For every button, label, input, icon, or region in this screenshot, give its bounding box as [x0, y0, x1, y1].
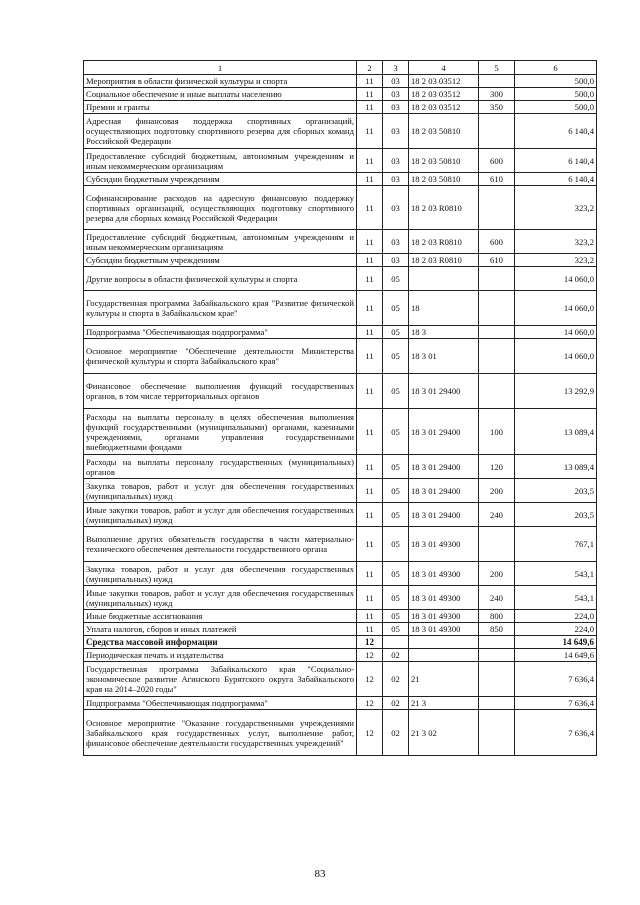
row-name-cell: Софинансирование расходов на адресную финансовую поддержку спортивных организаций, осуществляющих подготовку спортивного резерва для сборных команд Российской Федерации	[84, 186, 357, 230]
subsection-cell: 03	[383, 101, 409, 114]
amount-cell: 323,2	[515, 230, 597, 254]
expense-type-cell	[479, 710, 515, 756]
row-name-cell: Подпрограмма "Обеспечивающая подпрограмма"	[84, 697, 357, 710]
subsection-cell	[383, 636, 409, 649]
table-row	[84, 326, 597, 339]
subsection-cell: 03	[383, 88, 409, 101]
row-name-cell: Закупка товаров, работ и услуг для обеспечения государственных (муниципальных) нужд	[84, 562, 357, 586]
header-cell: 5	[479, 61, 515, 75]
target-code-cell: 18 2 03 50810	[409, 173, 479, 186]
target-code-cell: 18 3 01 49300	[409, 527, 479, 562]
header-cell: 6	[515, 61, 597, 75]
amount-cell: 500,0	[515, 101, 597, 114]
section-cell: 11	[357, 75, 383, 88]
target-code-cell: 18 3 01 49300	[409, 623, 479, 636]
target-code-cell: 21	[409, 662, 479, 697]
expense-type-cell	[479, 326, 515, 339]
section-cell: 12	[357, 697, 383, 710]
amount-cell: 543,1	[515, 562, 597, 586]
amount-cell: 500,0	[515, 88, 597, 101]
subsection-cell: 05	[383, 374, 409, 409]
row-name-cell: Другие вопросы в области физической культуры и спорта	[84, 267, 357, 291]
amount-cell: 13 089,4	[515, 409, 597, 455]
expense-type-cell	[479, 339, 515, 374]
amount-cell: 14 649,6	[515, 636, 597, 649]
amount-cell: 543,1	[515, 586, 597, 610]
header-cell: 1	[84, 61, 357, 75]
subsection-cell: 02	[383, 662, 409, 697]
table-row	[84, 291, 597, 326]
section-cell: 11	[357, 374, 383, 409]
section-cell: 11	[357, 88, 383, 101]
subsection-cell: 05	[383, 527, 409, 562]
section-cell: 11	[357, 455, 383, 479]
subsection-cell: 05	[383, 291, 409, 326]
row-name-cell: Государственная программа Забайкальского края "Развитие физической культуры и спорта в Забайкальском крае"	[84, 291, 357, 326]
row-name-cell: Субсидии бюджетным учреждениям	[84, 173, 357, 186]
subsection-cell: 03	[383, 230, 409, 254]
table-row	[84, 254, 597, 267]
section-cell: 11	[357, 623, 383, 636]
row-name-cell: Субсидии бюджетным учреждениям	[84, 254, 357, 267]
table-row	[84, 173, 597, 186]
target-code-cell: 18	[409, 291, 479, 326]
expense-type-cell: 600	[479, 149, 515, 173]
expense-type-cell	[479, 374, 515, 409]
amount-cell: 6 140,4	[515, 149, 597, 173]
table-row	[84, 610, 597, 623]
target-code-cell: 21 3 02	[409, 710, 479, 756]
amount-cell: 7 636,4	[515, 710, 597, 756]
expense-type-cell: 800	[479, 610, 515, 623]
amount-cell: 14 060,0	[515, 339, 597, 374]
table-row	[84, 623, 597, 636]
subsection-cell: 05	[383, 479, 409, 503]
subsection-cell: 05	[383, 562, 409, 586]
expense-type-cell	[479, 75, 515, 88]
expense-type-cell: 200	[479, 479, 515, 503]
subsection-cell: 05	[383, 267, 409, 291]
header-cell: 2	[357, 61, 383, 75]
amount-cell: 323,2	[515, 254, 597, 267]
page-number: 83	[314, 868, 326, 880]
row-name-cell: Основное мероприятие "Обеспечение деятельности Министерства физической культуры и спорта Забайкальского края"	[84, 339, 357, 374]
table-row	[84, 649, 597, 662]
section-cell: 11	[357, 230, 383, 254]
amount-cell: 500,0	[515, 75, 597, 88]
expense-type-cell	[479, 636, 515, 649]
target-code-cell: 18 3 01 29400	[409, 374, 479, 409]
row-name-cell: Средства массовой информации	[84, 636, 357, 649]
section-cell: 11	[357, 149, 383, 173]
table-row	[84, 267, 597, 291]
target-code-cell: 21 3	[409, 697, 479, 710]
subsection-cell: 03	[383, 149, 409, 173]
row-name-cell: Выполнение других обязательств государства в части материально-технического обеспечения деятельности государственного органа	[84, 527, 357, 562]
subsection-cell: 05	[383, 503, 409, 527]
header-cell: 3	[383, 61, 409, 75]
section-cell: 11	[357, 586, 383, 610]
section-cell: 11	[357, 503, 383, 527]
expense-type-cell: 100	[479, 409, 515, 455]
target-code-cell: 18 2 03 50810	[409, 149, 479, 173]
expense-type-cell: 240	[479, 503, 515, 527]
table-row	[84, 636, 597, 649]
amount-cell: 203,5	[515, 479, 597, 503]
expense-type-cell: 200	[479, 562, 515, 586]
subsection-cell: 03	[383, 75, 409, 88]
row-name-cell: Финансовое обеспечение выполнения функций государственных органов, в том числе территориальных органов	[84, 374, 357, 409]
row-name-cell: Иные закупки товаров, работ и услуг для обеспечения государственных (муниципальных) нужд	[84, 586, 357, 610]
subsection-cell: 03	[383, 173, 409, 186]
expense-type-cell: 850	[479, 623, 515, 636]
section-cell: 11	[357, 173, 383, 186]
table-row	[84, 586, 597, 610]
target-code-cell: 18 2 03 03512	[409, 101, 479, 114]
target-code-cell: 18 2 03 50810	[409, 114, 479, 149]
amount-cell: 767,1	[515, 527, 597, 562]
target-code-cell: 18 3 01 49300	[409, 562, 479, 586]
table-row	[84, 409, 597, 455]
expense-type-cell: 610	[479, 173, 515, 186]
expense-type-cell	[479, 267, 515, 291]
section-cell: 11	[357, 186, 383, 230]
row-name-cell: Премии и гранты	[84, 101, 357, 114]
amount-cell: 14 649,6	[515, 649, 597, 662]
table-row	[84, 75, 597, 88]
target-code-cell: 18 3 01 29400	[409, 455, 479, 479]
expense-type-cell	[479, 186, 515, 230]
target-code-cell: 18 3 01	[409, 339, 479, 374]
section-cell: 11	[357, 562, 383, 586]
target-code-cell	[409, 267, 479, 291]
target-code-cell: 18 3 01 29400	[409, 479, 479, 503]
amount-cell: 224,0	[515, 610, 597, 623]
target-code-cell: 18 2 03 03512	[409, 75, 479, 88]
amount-cell: 7 636,4	[515, 662, 597, 697]
expense-type-cell	[479, 114, 515, 149]
amount-cell: 14 060,0	[515, 326, 597, 339]
table-row	[84, 114, 597, 149]
subsection-cell: 05	[383, 610, 409, 623]
target-code-cell	[409, 649, 479, 662]
row-name-cell: Периодическая печать и издательства	[84, 649, 357, 662]
row-name-cell: Закупка товаров, работ и услуг для обеспечения государственных (муниципальных) нужд	[84, 479, 357, 503]
table-row	[84, 479, 597, 503]
subsection-cell: 05	[383, 326, 409, 339]
subsection-cell: 05	[383, 586, 409, 610]
row-name-cell: Подпрограмма "Обеспечивающая подпрограмма"	[84, 326, 357, 339]
target-code-cell: 18 3 01 29400	[409, 503, 479, 527]
table-row	[84, 230, 597, 254]
row-name-cell: Основное мероприятие "Оказание государственными учреждениями Забайкальского края государственных услуг, выполнение работ, финансовое обеспечение деятельности государственных учреждений"	[84, 710, 357, 756]
row-name-cell: Предоставление субсидий бюджетным, автономным учреждениям и иным некоммерческим организациям	[84, 149, 357, 173]
row-name-cell: Предоставление субсидий бюджетным, автономным учреждениям и иным некоммерческим организациям	[84, 230, 357, 254]
table-row	[84, 101, 597, 114]
amount-cell: 14 060,0	[515, 291, 597, 326]
target-code-cell: 18 3	[409, 326, 479, 339]
table-row	[84, 710, 597, 756]
table-row	[84, 662, 597, 697]
subsection-cell: 03	[383, 114, 409, 149]
row-name-cell: Расходы на выплаты персоналу в целях обеспечения выполнения функций государственными (муниципальными) органами, казенными учреждениями, органами управления государственными внебюджетными фондами	[84, 409, 357, 455]
target-code-cell: 18 2 03 R0810	[409, 230, 479, 254]
table-row	[84, 455, 597, 479]
table-row	[84, 88, 597, 101]
row-name-cell: Уплата налогов, сборов и иных платежей	[84, 623, 357, 636]
table-row	[84, 527, 597, 562]
subsection-cell: 03	[383, 186, 409, 230]
table-row	[84, 503, 597, 527]
expense-type-cell: 600	[479, 230, 515, 254]
subsection-cell: 02	[383, 697, 409, 710]
row-name-cell: Адресная финансовая поддержка спортивных организаций, осуществляющих подготовку спортивного резерва для сборных команд Российской Федерации	[84, 114, 357, 149]
subsection-cell: 05	[383, 409, 409, 455]
expense-type-cell	[479, 291, 515, 326]
section-cell: 11	[357, 479, 383, 503]
section-cell: 12	[357, 636, 383, 649]
row-name-cell: Расходы на выплаты персоналу государственных (муниципальных) органов	[84, 455, 357, 479]
row-name-cell: Мероприятия в области физической культуры и спорта	[84, 75, 357, 88]
section-cell: 12	[357, 649, 383, 662]
section-cell: 11	[357, 610, 383, 623]
target-code-cell: 18 2 03 R0810	[409, 186, 479, 230]
expense-type-cell	[479, 527, 515, 562]
expense-type-cell	[479, 662, 515, 697]
section-cell: 11	[357, 326, 383, 339]
section-cell: 11	[357, 101, 383, 114]
target-code-cell: 18 3 01 49300	[409, 586, 479, 610]
expense-type-cell: 120	[479, 455, 515, 479]
amount-cell: 7 636,4	[515, 697, 597, 710]
expense-type-cell	[479, 649, 515, 662]
amount-cell: 6 140,4	[515, 114, 597, 149]
amount-cell: 13 292,9	[515, 374, 597, 409]
amount-cell: 224,0	[515, 623, 597, 636]
table-row	[84, 186, 597, 230]
amount-cell: 13 089,4	[515, 455, 597, 479]
amount-cell: 323,2	[515, 186, 597, 230]
table-header-row	[84, 61, 597, 75]
table-row	[84, 339, 597, 374]
row-name-cell: Иные закупки товаров, работ и услуг для обеспечения государственных (муниципальных) нужд	[84, 503, 357, 527]
row-name-cell: Социальное обеспечение и иные выплаты населению	[84, 88, 357, 101]
subsection-cell: 05	[383, 623, 409, 636]
budget-table	[83, 60, 597, 756]
subsection-cell: 02	[383, 710, 409, 756]
expense-type-cell: 300	[479, 88, 515, 101]
row-name-cell: Государственная программа Забайкальского края "Социально-экономическое развитие Агинского Бурятского округа Забайкальского края на 2014–2020 годы"	[84, 662, 357, 697]
target-code-cell: 18 3 01 29400	[409, 409, 479, 455]
table-row	[84, 374, 597, 409]
subsection-cell: 05	[383, 339, 409, 374]
section-cell: 12	[357, 662, 383, 697]
section-cell: 12	[357, 710, 383, 756]
section-cell: 11	[357, 339, 383, 374]
subsection-cell: 05	[383, 455, 409, 479]
subsection-cell: 02	[383, 649, 409, 662]
section-cell: 11	[357, 291, 383, 326]
target-code-cell: 18 2 03 R0810	[409, 254, 479, 267]
table-row	[84, 697, 597, 710]
header-cell: 4	[409, 61, 479, 75]
section-cell: 11	[357, 114, 383, 149]
amount-cell: 14 060,0	[515, 267, 597, 291]
expense-type-cell: 610	[479, 254, 515, 267]
row-name-cell: Иные бюджетные ассигнования	[84, 610, 357, 623]
target-code-cell: 18 3 01 49300	[409, 610, 479, 623]
table-row	[84, 562, 597, 586]
expense-type-cell: 350	[479, 101, 515, 114]
section-cell: 11	[357, 254, 383, 267]
expense-type-cell	[479, 697, 515, 710]
target-code-cell	[409, 636, 479, 649]
amount-cell: 203,5	[515, 503, 597, 527]
section-cell: 11	[357, 267, 383, 291]
amount-cell: 6 140,4	[515, 173, 597, 186]
subsection-cell: 03	[383, 254, 409, 267]
section-cell: 11	[357, 527, 383, 562]
expense-type-cell: 240	[479, 586, 515, 610]
target-code-cell: 18 2 03 03512	[409, 88, 479, 101]
section-cell: 11	[357, 409, 383, 455]
table-row	[84, 149, 597, 173]
